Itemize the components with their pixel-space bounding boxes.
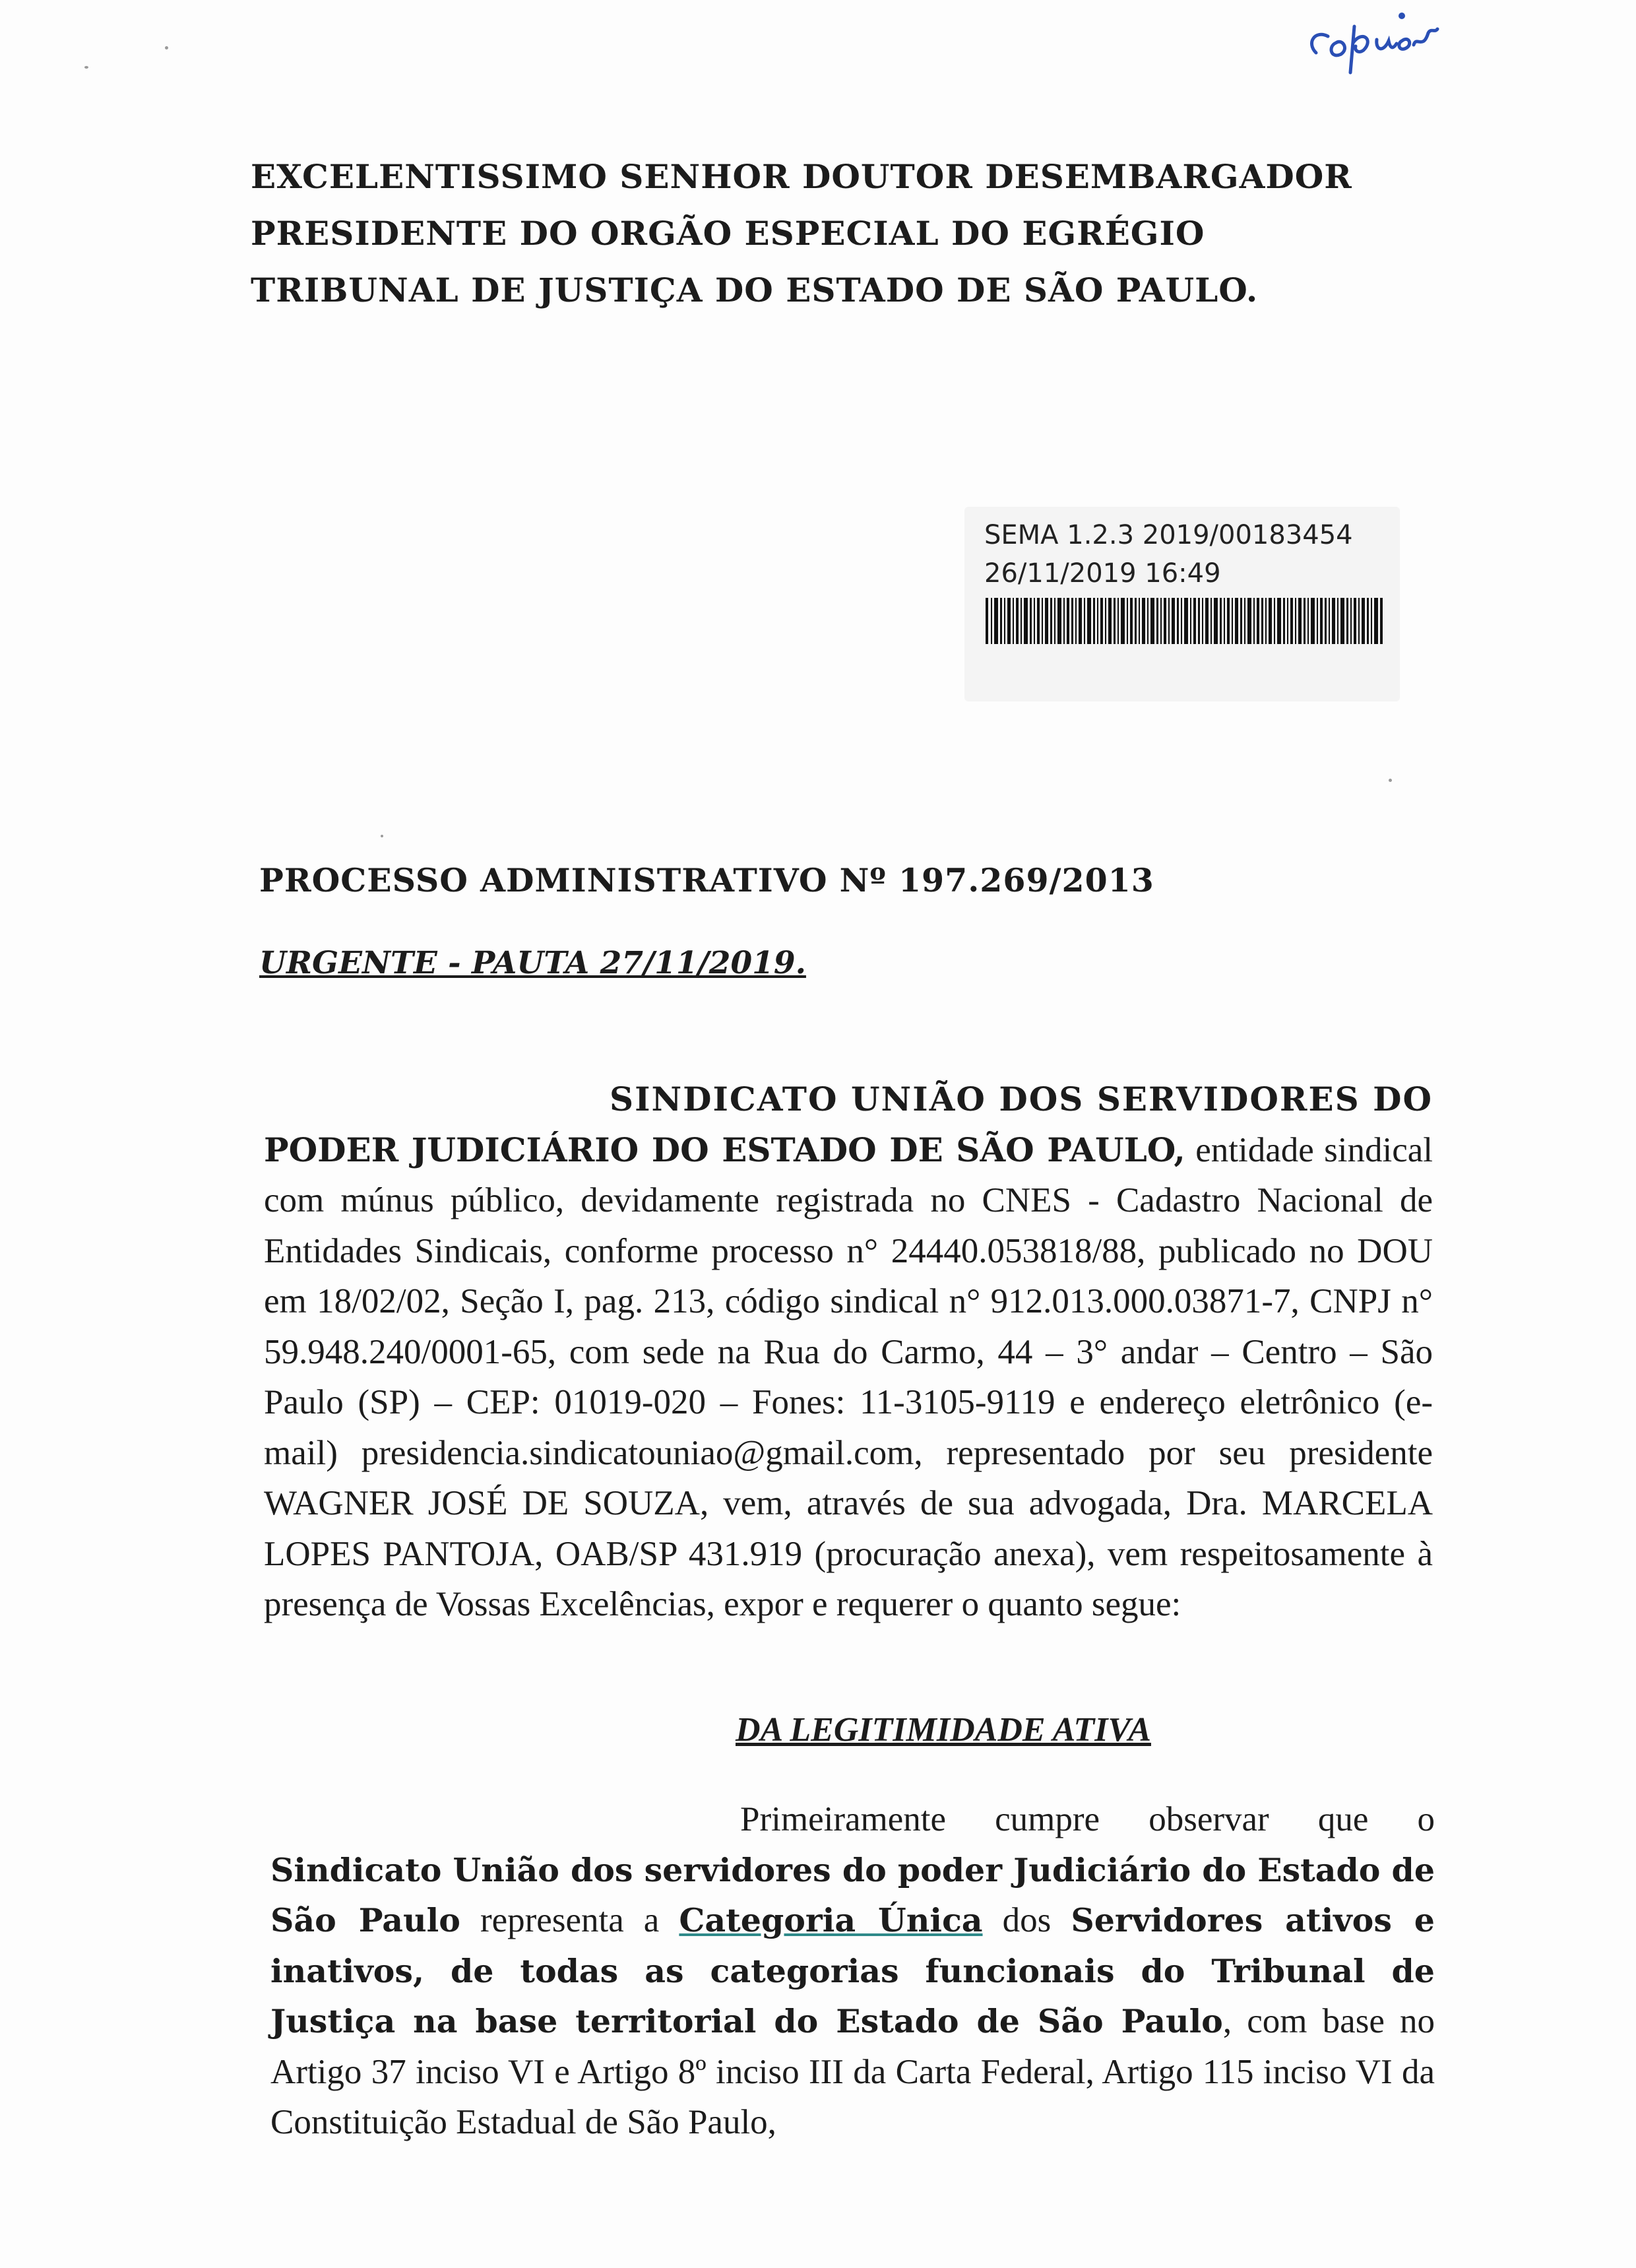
category-link[interactable]: Categoria Única [679, 1901, 983, 1939]
handwritten-note [1303, 7, 1441, 79]
stamp-protocol-number: SEMA 1.2.3 2019/00183454 [984, 520, 1353, 550]
union-name: Sindicato União dos servidores do poder Judiciário do Estado de São Paulo [270, 1850, 1435, 1939]
qualification-paragraph [264, 1074, 1433, 1630]
scan-speck [84, 66, 88, 69]
party-name-line1: SINDICATO UNIÃO DOS SERVIDORES DO [609, 1080, 1433, 1118]
qualification-text: entidade sindical com múnus público, devidamente registrada no CNES - Cadastro Nacional de Entidades Sindicais, conforme processo n° 24440.053818/88, publicado no DOU em 18/02/02, Seção I, pag. 213, código sindical n° 912.013.000.03871-7, CNPJ n° 59.948.240/0001-65, com sede na Rua do Carmo, 44 – 3° andar – Centro – São Paulo (SP) – CEP: 01019-020 – Fones: 11-3105-9119 e endereço eletrônico (e-mail) presidencia.sindicatouniao@gmail.com, representado por seu presidente WAGNER JOSÉ DE SOUZA, vem, através de sua advogada, Dra. MARCELA LOPES PANTOJA, OAB/SP 431.919 (procuração anexa), vem respeitosamente à presença de Vossas Excelências, expor e requerer o quanto segue: [264, 1130, 1433, 1623]
scan-speck [381, 835, 383, 837]
scan-speck [165, 46, 168, 49]
paragraph-text-2: dos [982, 1901, 1071, 1939]
scan-speck [1389, 779, 1392, 782]
addressee-heading: EXCELENTISSIMO SENHOR DOUTOR DESEMBARGADOR PRESIDENTE DO ORGÃO ESPECIAL DO EGRÉGIO TRIBUNAL DE JUSTIÇA DO ESTADO DE SÃO PAULO. [251, 157, 1352, 309]
barcode-icon [986, 598, 1385, 644]
party-name-line2: PODER JUDICIÁRIO DO ESTADO DE SÃO PAULO, [264, 1130, 1185, 1169]
paragraph-text-1: representa a [460, 1901, 679, 1939]
paragraph-text-3: , com base no Artigo 37 inciso VI e Artigo 8º inciso III da Carta Federal, Artigo 115 inciso VI da Constituição Estadual de São Paulo, [270, 2002, 1435, 2141]
protocol-stamp [964, 507, 1400, 701]
urgent-agenda-line: URGENTE - PAUTA 27/11/2019. [259, 945, 806, 981]
stamp-datetime: 26/11/2019 16:49 [984, 558, 1221, 589]
servants-scope: Servidores ativos e inativos, de todas as categorias funcionais do Tribunal de Justiça na base territorial do Estado de São Paulo [270, 1901, 1435, 2040]
legitimacy-paragraph [270, 1794, 1435, 2148]
process-number: PROCESSO ADMINISTRATIVO Nº 197.269/2013 [259, 861, 1154, 899]
section-heading: DA LEGITIMIDADE ATIVA [736, 1711, 1151, 1749]
paragraph-opening: Primeiramente cumpre observar que o [740, 1800, 1435, 1838]
